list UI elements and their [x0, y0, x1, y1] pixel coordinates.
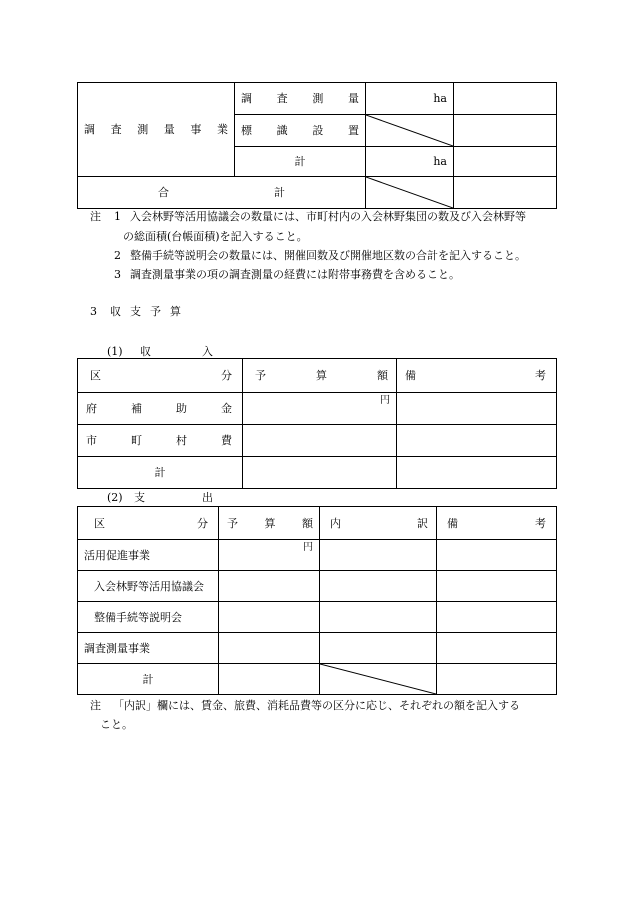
amount-cell — [219, 633, 320, 664]
row-label-cell — [78, 571, 219, 602]
unit-ha: ha — [433, 155, 447, 168]
header-cell — [320, 507, 437, 540]
empty-cell — [397, 425, 557, 457]
note-text: こと。 — [100, 718, 133, 731]
empty-cell — [437, 571, 557, 602]
header-cell — [78, 507, 219, 540]
header-uchiwake — [320, 518, 436, 529]
empty-cell — [320, 602, 437, 633]
char: 内 — [330, 516, 341, 530]
char: 査 — [276, 92, 288, 105]
yen-unit: 円 — [380, 395, 390, 406]
survey-main-label-cell — [78, 83, 235, 177]
char: 分 — [221, 369, 232, 382]
char: 区 — [94, 516, 105, 530]
section-number: 3 — [90, 305, 97, 318]
amount-cell — [219, 540, 320, 571]
empty-cell — [320, 540, 437, 571]
diagonal-cell — [320, 664, 437, 695]
empty-cell — [320, 571, 437, 602]
header-cell — [397, 359, 557, 393]
char: 調 — [84, 123, 95, 136]
char: 分 — [197, 516, 208, 530]
survey-row-label — [235, 93, 365, 104]
char: 町 — [131, 434, 142, 447]
row-label-cell — [78, 633, 219, 664]
header-kubun — [78, 370, 242, 381]
total-cell — [78, 664, 219, 695]
header-biko — [437, 518, 556, 529]
note-head: 注 — [90, 699, 101, 712]
survey-unit-cell — [366, 83, 454, 115]
empty-cell — [454, 83, 557, 115]
char: 予 — [255, 369, 266, 382]
empty-cell — [397, 393, 557, 425]
char: 出 — [202, 491, 213, 504]
char: 測 — [312, 92, 324, 105]
char: 助 — [176, 402, 187, 415]
row-label: 整備手続等説明会 — [94, 610, 182, 624]
header-kubun — [78, 518, 218, 529]
char: 収 — [140, 345, 151, 358]
row-label-cell — [78, 602, 219, 633]
char: 考 — [535, 369, 546, 382]
row-label: 入会林野等活用協議会 — [94, 579, 204, 593]
char: 訳 — [417, 516, 428, 530]
header-yosangaku — [243, 370, 396, 381]
char: 算 — [316, 369, 327, 382]
header-biko — [397, 370, 556, 381]
survey-main-label — [78, 124, 234, 135]
expense-number: (2) — [107, 491, 123, 504]
char: 事 — [190, 123, 202, 136]
char: 市 — [86, 434, 97, 447]
empty-cell — [320, 633, 437, 664]
amount-cell — [219, 571, 320, 602]
char: 支 — [134, 491, 145, 504]
survey-row-label-cell — [235, 83, 366, 115]
char: 費 — [221, 434, 232, 447]
char: 区 — [90, 369, 101, 382]
diagonal-line — [366, 177, 453, 208]
char: 量 — [163, 123, 175, 136]
empty-cell — [437, 633, 557, 664]
section-title: 収支予算 — [110, 305, 190, 318]
empty-cell — [454, 147, 557, 177]
char: 府 — [86, 402, 97, 415]
char: 算 — [264, 516, 276, 530]
survey-subtotal-label-cell — [235, 147, 366, 177]
note-text: 整備手続等説明会の数量には、開催回数及び開催地区数の合計を記入すること。 — [130, 249, 526, 262]
header-cell — [219, 507, 320, 540]
subtotal-label: 計 — [294, 155, 306, 168]
total-cell — [78, 457, 243, 489]
empty-cell — [437, 602, 557, 633]
total-label — [78, 187, 365, 198]
char: 備 — [405, 369, 416, 382]
char: 予 — [227, 516, 238, 530]
survey-row-label — [235, 125, 365, 136]
header-cell — [243, 359, 397, 393]
char: 識 — [276, 124, 288, 137]
income-number: (1) — [107, 345, 123, 358]
note-head: 注 — [90, 210, 101, 223]
total-label: 計 — [154, 466, 166, 479]
empty-cell — [397, 457, 557, 489]
diagonal-line — [320, 664, 436, 694]
empty-cell — [454, 177, 557, 209]
row-label-cell — [78, 540, 219, 571]
empty-cell — [437, 664, 557, 695]
unit-ha: ha — [433, 92, 447, 105]
char: 金 — [221, 402, 232, 415]
note-num: 1 — [114, 210, 121, 223]
char: 村 — [176, 434, 187, 447]
char: 置 — [347, 124, 359, 137]
row-label: 活用促進事業 — [84, 548, 150, 562]
expense-title — [134, 492, 213, 503]
survey-table — [77, 82, 557, 209]
char: 量 — [347, 92, 359, 105]
diagonal-cell — [366, 177, 454, 209]
header-yosangaku — [219, 518, 319, 529]
note-num: 3 — [114, 268, 121, 281]
empty-cell — [454, 115, 557, 147]
survey-unit-cell — [366, 147, 454, 177]
char: 額 — [377, 369, 388, 382]
row-label — [78, 435, 242, 446]
expense-table — [77, 506, 557, 695]
amount-cell — [219, 664, 320, 695]
diagonal-cell — [366, 115, 454, 147]
total-label: 計 — [142, 672, 154, 686]
header-cell — [437, 507, 557, 540]
char: 備 — [447, 516, 458, 530]
char: 補 — [131, 402, 142, 415]
char: 計 — [274, 186, 285, 199]
char: 額 — [302, 516, 313, 530]
note-text: 「内訳」欄には、賃金、旅費、消耗品費等の区分に応じ、それぞれの額を記入する — [113, 699, 520, 712]
row-label: 調査測量事業 — [84, 641, 150, 655]
char: 業 — [216, 123, 228, 136]
row-label — [78, 403, 242, 414]
yen-unit: 円 — [303, 542, 313, 553]
income-table — [77, 358, 557, 489]
diagonal-line — [366, 115, 453, 146]
empty-cell — [437, 540, 557, 571]
char: 調 — [241, 92, 252, 105]
note-num: 2 — [114, 249, 121, 262]
survey-row-label-cell — [235, 115, 366, 147]
char: 標 — [241, 124, 252, 137]
income-title — [140, 346, 213, 357]
amount-cell — [243, 393, 397, 425]
char: 査 — [110, 123, 122, 136]
char: 設 — [312, 124, 324, 137]
note-text: 入会林野等活用協議会の数量には、市町村内の入会林野集団の数及び入会林野等 — [130, 210, 526, 223]
header-cell — [78, 359, 243, 393]
char: 合 — [158, 186, 169, 199]
note-text: 調査測量事業の項の調査測量の経費には附帯事務費を含めること。 — [130, 268, 460, 281]
char: 測 — [137, 123, 149, 136]
char: 考 — [535, 516, 546, 530]
survey-total-label-cell — [78, 177, 366, 209]
amount-cell — [243, 457, 397, 489]
amount-cell — [243, 425, 397, 457]
note-text: の総面積(台帳面積)を記入すること。 — [123, 230, 308, 243]
amount-cell — [219, 602, 320, 633]
char: 入 — [202, 345, 213, 358]
